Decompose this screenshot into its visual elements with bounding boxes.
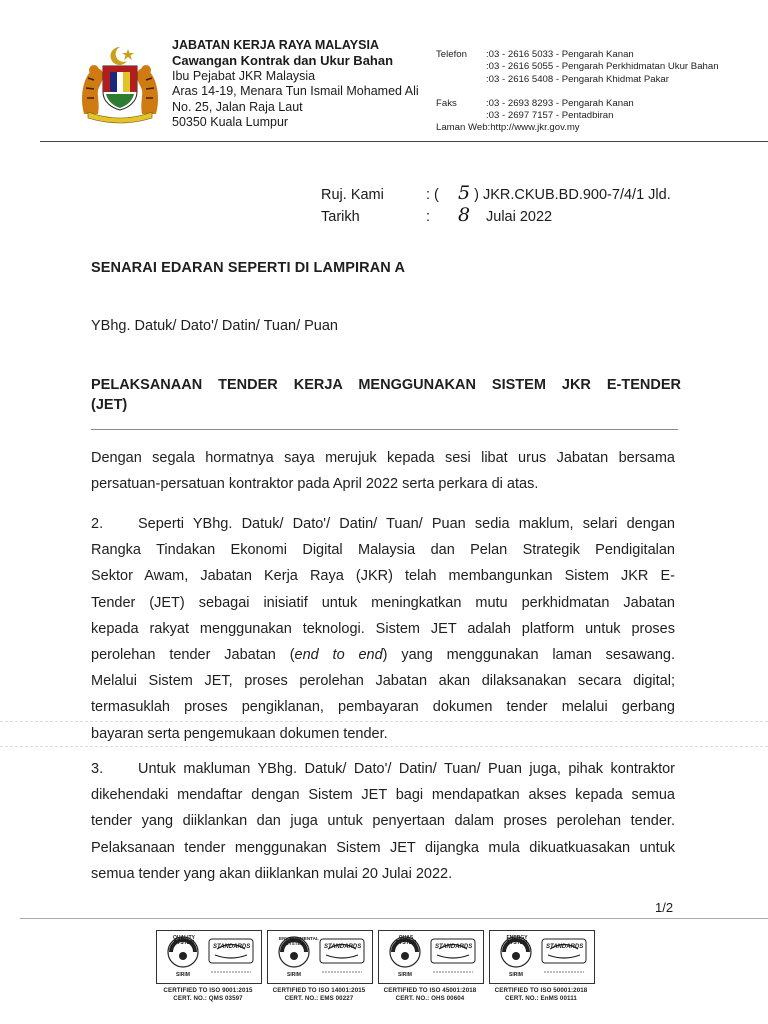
system-label: ENVIRONMENTAL SYSTEM bbox=[279, 936, 319, 946]
paragraph-number: 2. bbox=[91, 516, 104, 532]
letterhead-divider bbox=[40, 141, 768, 142]
certificate-number: CERT. NO.: QMS 03597 bbox=[173, 994, 243, 1002]
paragraph-line: dikehendaki mendaftar dengan Sistem JET bagi mendapatkan akses kepada semua bbox=[91, 787, 675, 804]
paragraph-line: tender yang diiklankan dan juga untuk penyertaan dalam proses perolehan tender. bbox=[91, 813, 675, 830]
paragraph-3 bbox=[91, 756, 675, 887]
address-line: Ibu Pejabat JKR Malaysia bbox=[172, 68, 316, 83]
tarikh-label: Tarikh bbox=[321, 209, 360, 225]
paragraph-line: Melalui Sistem JET, proses perolehan Jabatan akan dilaksanakan secara digital; bbox=[91, 673, 675, 690]
certificate-standard: CERTIFIED TO ISO 9001:2015 bbox=[163, 987, 253, 994]
paragraph-line: Untuk makluman YBhg. Datuk/ Dato'/ Datin/ Tuan/ Puan juga, pihak kontraktor bbox=[138, 761, 675, 777]
standards-label: STANDARDS bbox=[213, 944, 251, 950]
subject-divider bbox=[91, 429, 678, 430]
ruj-label: Ruj. Kami bbox=[321, 187, 384, 203]
tarikh-value: Julai 2022 bbox=[486, 209, 553, 225]
paragraph-2 bbox=[91, 511, 675, 747]
certification-caption bbox=[374, 987, 486, 1002]
ruj-value: ) JKR.CKUB.BD.900-7/4/1 Jld. bbox=[474, 187, 671, 203]
paragraph-line: kepada rakyat menggunakan teknologi. Sistem JET adalah platform untuk proses bbox=[91, 620, 675, 637]
telefon-label: Telefon bbox=[436, 49, 467, 60]
coat-of-arms-icon bbox=[76, 44, 164, 124]
department-block bbox=[172, 38, 434, 130]
scan-artifact-line bbox=[0, 746, 768, 747]
telefon-line: :03 - 2616 5033 - Pengarah Kanan bbox=[486, 49, 634, 60]
certification-badge bbox=[152, 930, 264, 1002]
paragraph-line: persatuan-persatuan kontraktor pada April 2022 serta perkara di atas. bbox=[91, 476, 539, 493]
faks-line: :03 - 2693 8293 - Pengarah Kanan bbox=[486, 97, 634, 109]
italic-phrase: end to end bbox=[294, 647, 383, 664]
faks-label: Faks bbox=[436, 97, 457, 109]
certificate-number: CERT. NO.: OHS 00604 bbox=[395, 994, 465, 1002]
certificate-standard: CERTIFIED TO ISO 50001:2018 bbox=[494, 987, 588, 994]
footer-divider bbox=[20, 918, 768, 919]
branch-name: Cawangan Kontrak dan Ukur Bahan bbox=[172, 53, 394, 69]
sirim-label: SIRIM bbox=[509, 972, 523, 978]
tarikh-handwritten-day: 8 bbox=[458, 204, 471, 226]
paragraph-line: Rangka Tindakan Ekonomi Digital Malaysia dan Pelan Strategik Pendigitalan bbox=[91, 542, 675, 559]
certification-caption bbox=[485, 987, 597, 1002]
paragraph-line: bayaran serta pengemukaan dokumen tender. bbox=[91, 725, 388, 742]
website-link[interactable]: Laman Web:http://www.jkr.gov.my bbox=[436, 122, 580, 134]
system-label: ENERGY SYSTEM bbox=[506, 935, 528, 946]
sirim-label: SIRIM bbox=[398, 972, 412, 978]
paragraph-line: Pelaksanaan tender menggunakan Sistem JET dijangka mula dikuatkuasakan untuk bbox=[91, 839, 675, 856]
subject-title bbox=[91, 375, 681, 415]
certificate-standard: CERTIFIED TO ISO 14001:2015 bbox=[272, 987, 366, 994]
contact-block bbox=[436, 49, 766, 135]
system-label: QUALITY SYSTEM bbox=[173, 935, 195, 946]
paragraph-number: 3. bbox=[91, 761, 104, 777]
system-label: OHAS SYSTEM bbox=[395, 935, 417, 946]
certificate-number: CERT. NO.: EnMS 00111 bbox=[505, 994, 577, 1002]
page-number: 1/2 bbox=[655, 900, 674, 915]
paragraph-text: perolehan tender Jabatan ( bbox=[91, 647, 295, 664]
subject-line: PELAKSANAAN TENDER KERJA MENGGUNAKAN SISTEM JKR E-TENDER bbox=[91, 377, 681, 393]
sirim-label: SIRIM bbox=[287, 972, 301, 978]
certificate-standard: CERTIFIED TO ISO 45001:2018 bbox=[383, 987, 477, 994]
standards-label: STANDARDS bbox=[435, 944, 473, 950]
certification-badge bbox=[263, 930, 375, 1002]
address-line: Aras 14-19, Menara Tun Ismail Mohamed Ali bbox=[172, 84, 419, 99]
reference-block: Ruj. Kami : ( 5 ) JKR.CKUB.BD.900-7/4/1 Jld. Tarikh : 8 Julai 2022 bbox=[321, 182, 671, 226]
certification-badge bbox=[374, 930, 486, 1002]
scan-artifact-line bbox=[0, 721, 768, 722]
telefon-line: :03 - 2616 5408 - Pengarah Khidmat Pakar bbox=[486, 73, 669, 85]
certification-caption bbox=[152, 987, 264, 1002]
faks-line: :03 - 2697 7157 - Pentadbiran bbox=[486, 110, 614, 122]
address-line: No. 25, Jalan Raja Laut bbox=[172, 99, 303, 114]
certificate-number: CERT. NO.: EMS 00227 bbox=[284, 994, 354, 1002]
coat-of-arms-logo bbox=[76, 44, 164, 124]
department-name: JABATAN KERJA RAYA MALAYSIA bbox=[172, 38, 379, 52]
ruj-handwritten-number: 5 bbox=[458, 182, 471, 204]
paragraph-line: Dengan segala hormatnya saya merujuk kepada sesi libat urus Jabatan bersama bbox=[91, 450, 675, 466]
standards-label: STANDARDS bbox=[324, 944, 362, 950]
standards-label: STANDARDS bbox=[546, 944, 584, 950]
paragraph-line: Seperti YBhg. Datuk/ Dato'/ Datin/ Tuan/ Puan sedia maklum, selari dengan bbox=[138, 516, 675, 532]
paragraph-line: Tender (JET) sebagai inisiatif untuk meningkatkan mutu perkhidmatan Jabatan bbox=[91, 594, 675, 611]
paragraph-1 bbox=[91, 445, 675, 497]
paragraph-text: ) yang menggunakan laman sesawang. bbox=[382, 647, 675, 664]
telefon-line: :03 - 2616 5055 - Pengarah Perkhidmatan Ukur Bahan bbox=[486, 61, 719, 73]
paragraph-line: Sektor Awam, Jabatan Kerja Raya (JKR) telah membangunkan Sistem JKR E- bbox=[91, 568, 675, 585]
subject-line: (JET) bbox=[91, 397, 128, 413]
paragraph-line: semua tender yang akan diiklankan mulai 20 Julai 2022. bbox=[91, 865, 453, 882]
distribution-heading: SENARAI EDARAN SEPERTI DI LAMPIRAN A bbox=[91, 260, 406, 276]
certification-badge bbox=[485, 930, 597, 1002]
sirim-label: SIRIM bbox=[176, 972, 190, 978]
paragraph-line: termasuklah proses pengiklanan, pembayaran dokumen tender melalui gerbang bbox=[91, 699, 675, 716]
address-line: 50350 Kuala Lumpur bbox=[172, 115, 289, 130]
salutation: YBhg. Datuk/ Dato'/ Datin/ Tuan/ Puan bbox=[91, 318, 338, 334]
certification-caption bbox=[263, 987, 375, 1002]
